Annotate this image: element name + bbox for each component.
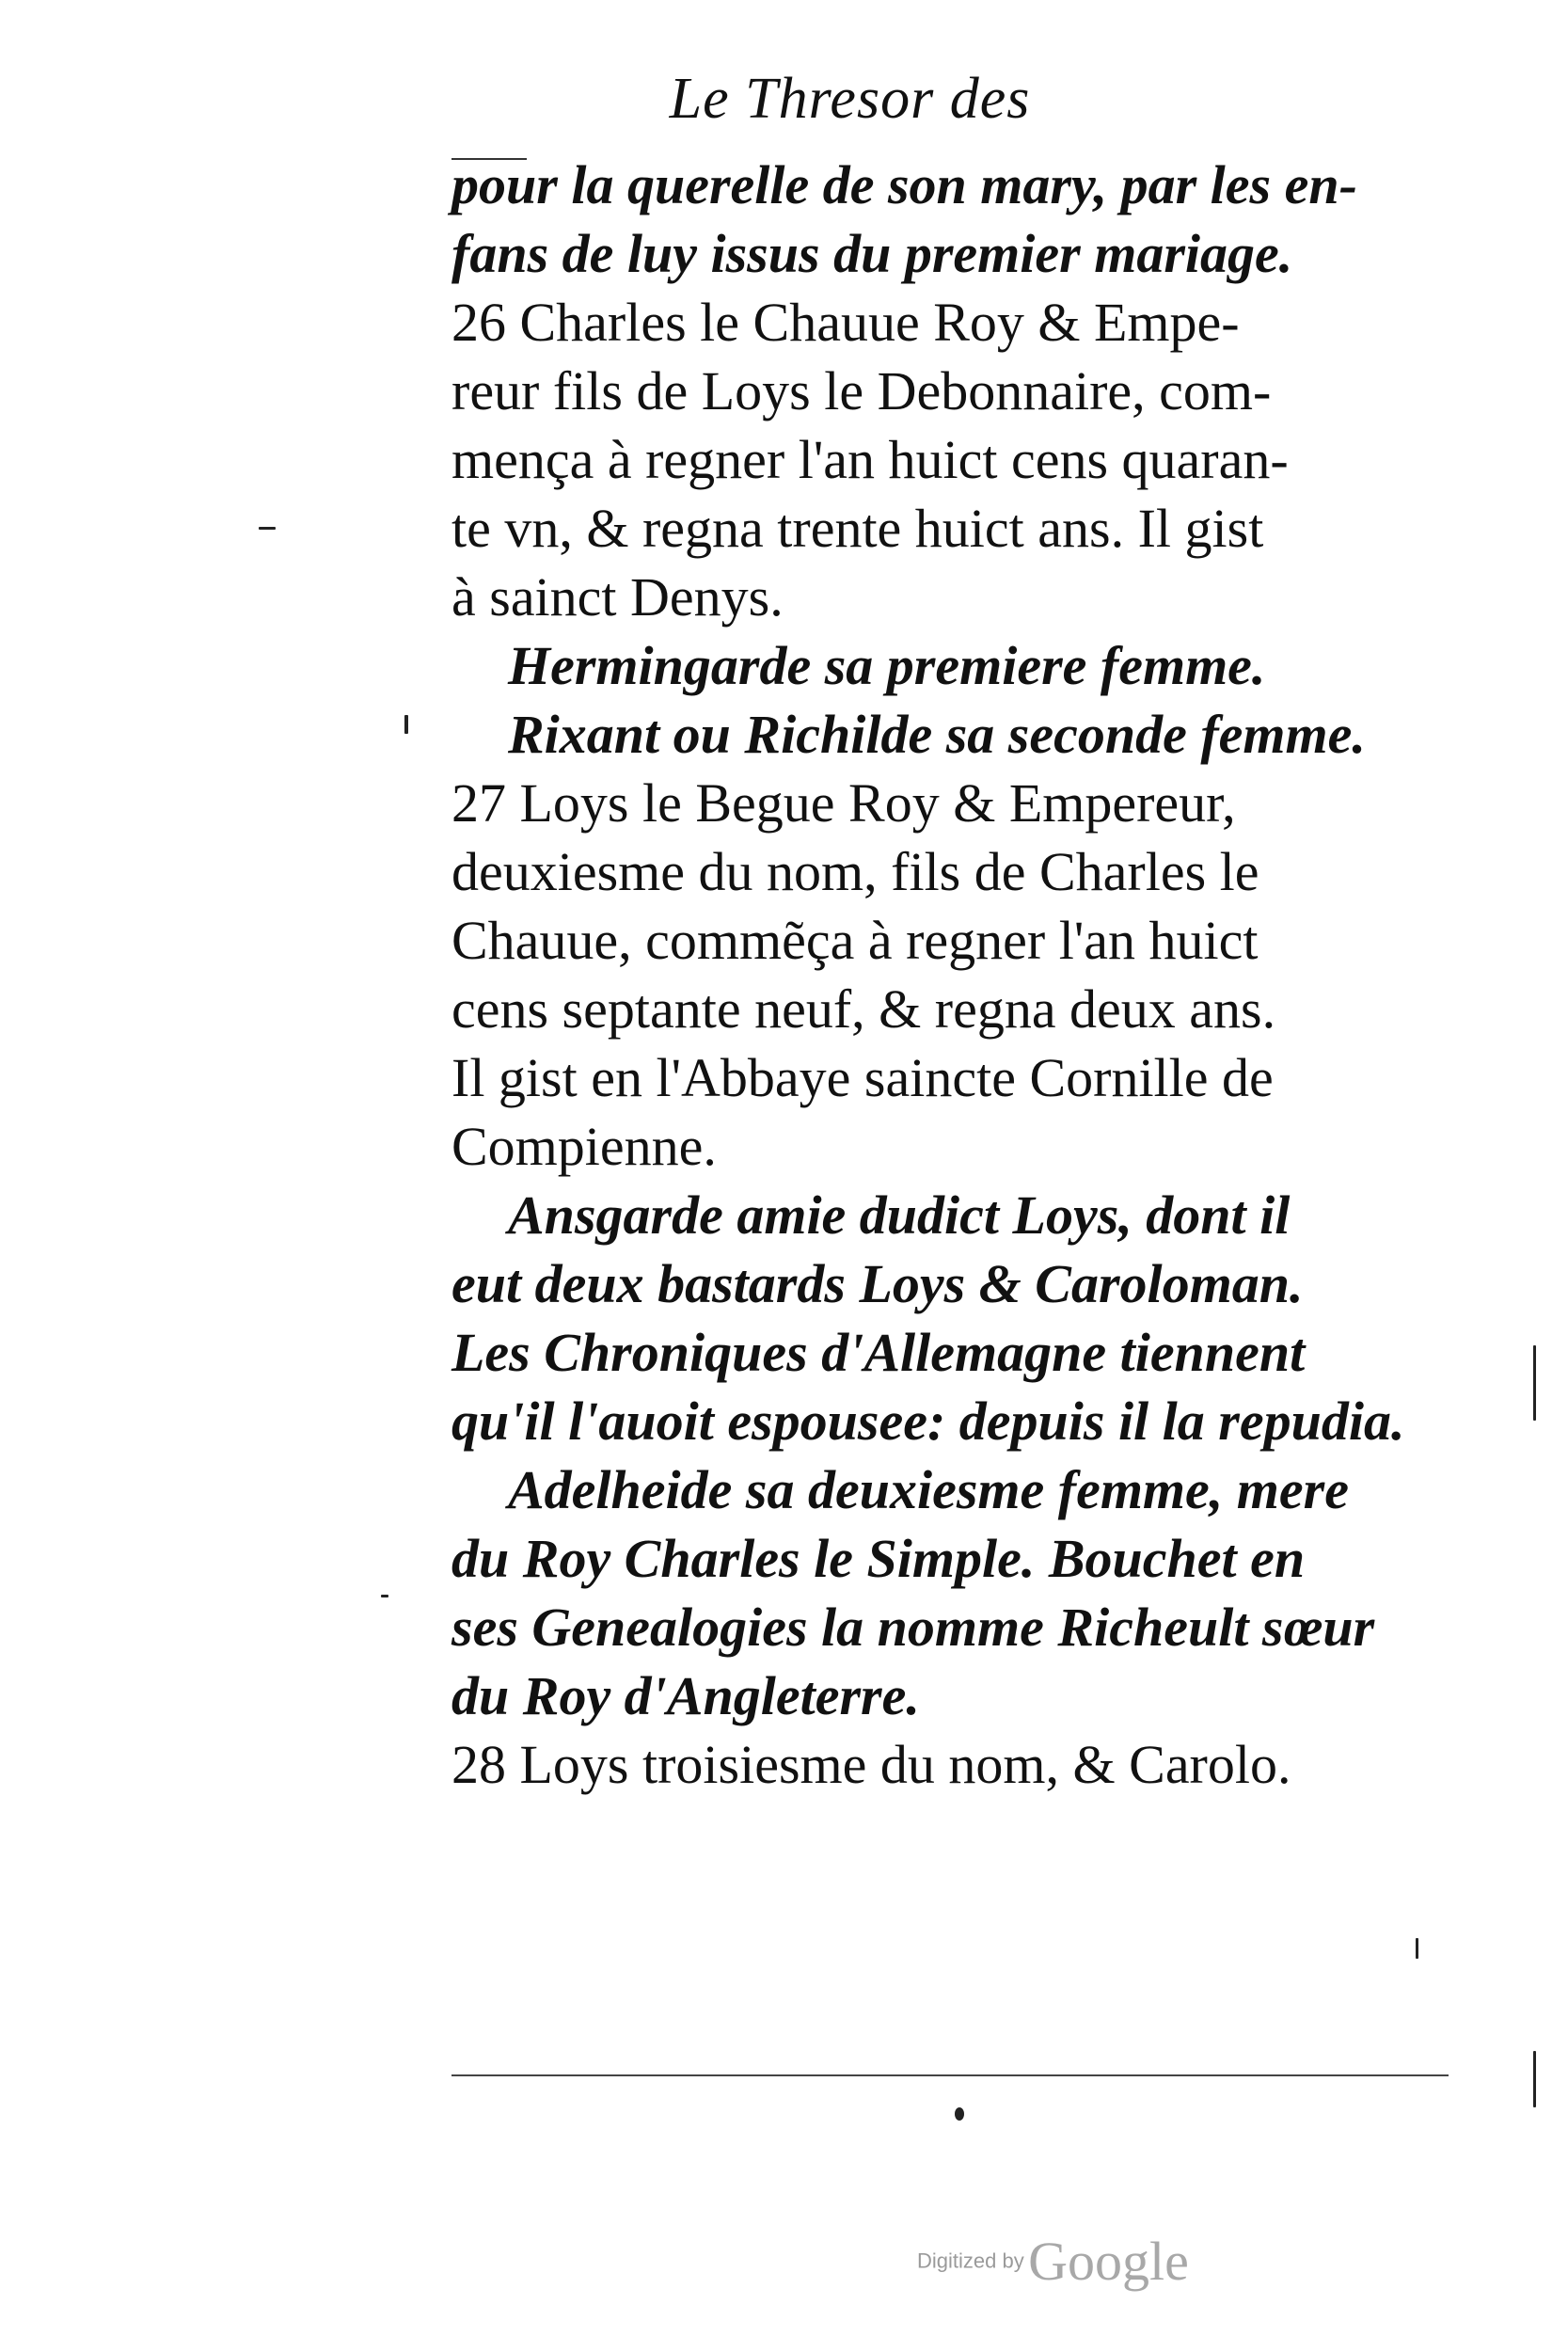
text-line: Adelheide sa deuxiesme femme, mere (508, 1459, 1349, 1520)
text-line: Il gist en l'Abbaye saincte Cornille de (451, 1047, 1274, 1108)
scan-speck (1416, 1938, 1418, 1959)
text-line: 28 Loys troisiesme du nom, & Carolo. (451, 1734, 1291, 1795)
text-line: reur fils de Loys le Debonnaire, com- (451, 360, 1272, 421)
text-line: Chauue, commẽça à regner l'an huict (451, 910, 1259, 971)
text-line: qu'il l'auoit espousee: depuis il la repudia. (451, 1391, 1405, 1452)
text-line: Hermingarde sa premiere femme. (508, 635, 1266, 696)
digitized-watermark (917, 2230, 1189, 2293)
text-line: du Roy d'Angleterre. (451, 1665, 920, 1726)
running-head: Le Thresor des (669, 67, 1031, 131)
scan-speck (381, 1595, 388, 1597)
text-line: deuxiesme du nom, fils de Charles le (451, 841, 1259, 902)
text-line: fans de luy issus du premier mariage. (451, 223, 1293, 284)
text-line: Les Chroniques d'Allemagne tiennent (451, 1322, 1306, 1383)
watermark-prefix: Digitized by (917, 2249, 1024, 2273)
body-text (451, 151, 1467, 1799)
text-line: ses Genealogies la nomme Richeult sœur (451, 1597, 1375, 1658)
text-line: du Roy Charles le Simple. Bouchet en (451, 1528, 1306, 1589)
text-line: à sainct Denys. (451, 566, 784, 628)
scan-speck (955, 2107, 964, 2121)
google-logo: Google (1028, 2231, 1189, 2292)
text-line: cens septante neuf, & regna deux ans. (451, 978, 1276, 1040)
text-line: Compienne. (451, 1116, 717, 1177)
text-line: eut deux bastards Loys & Caroloman. (451, 1253, 1304, 1314)
text-line: te vn, & regna trente huict ans. Il gist (451, 498, 1264, 559)
bottom-rule (451, 2074, 1449, 2076)
scan-speck (1533, 2051, 1536, 2107)
text-line: Ansgarde amie dudict Loys, dont il (508, 1184, 1291, 1246)
text-line: mença à regner l'an huict cens quaran- (451, 429, 1289, 490)
text-line: Rixant ou Richilde sa seconde femme. (508, 704, 1366, 765)
scan-speck (404, 715, 408, 734)
text-line: 26 Charles le Chauue Roy & Empe- (451, 292, 1240, 353)
scan-speck (1533, 1345, 1536, 1421)
scan-speck (259, 527, 276, 530)
text-line: pour la querelle de son mary, par les en- (451, 154, 1357, 215)
text-line: 27 Loys le Begue Roy & Empereur, (451, 772, 1236, 834)
